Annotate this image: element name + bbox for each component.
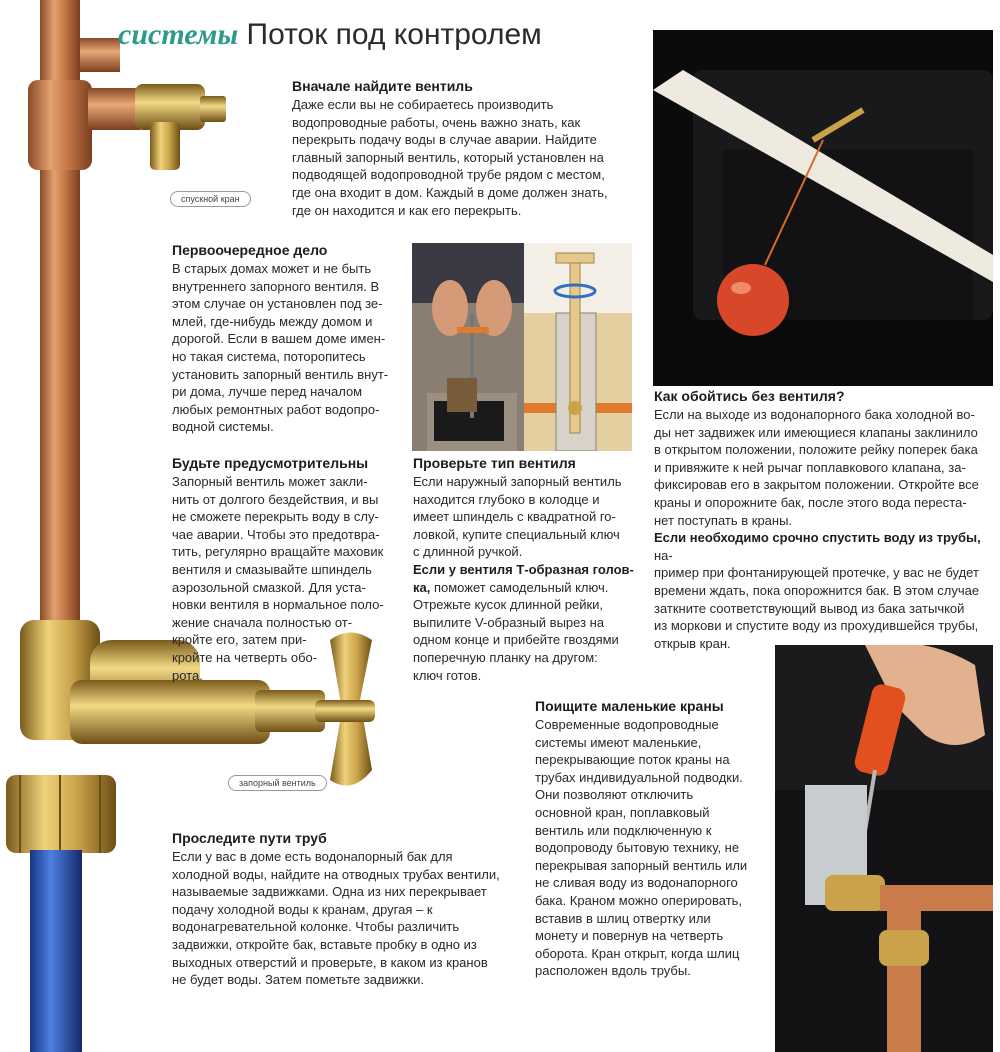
- line: Даже если вы не собираетесь производить: [292, 97, 554, 112]
- line: этом случае он установлен под зе-: [172, 296, 383, 312]
- page-header: [118, 18, 542, 52]
- line: и привяжите к ней рычаг поплавкового клапана, за-: [654, 459, 966, 475]
- line: водонагревательной колонке. Чтобы различить: [172, 919, 460, 935]
- line: вставив в шлиц отвертку или: [535, 910, 711, 926]
- line: аэрозольной смазкой. Для уста-: [172, 579, 366, 595]
- section-label: системы: [118, 18, 239, 51]
- key-photo: [412, 243, 524, 451]
- line: не сливая воду из водонапорного: [535, 875, 738, 891]
- line: вентиль или подключенную к: [535, 822, 712, 838]
- line: водной системы.: [172, 419, 274, 435]
- line: расположен вдоль трубы.: [535, 963, 691, 979]
- line-tail: поможет самодельный ключ.: [430, 579, 609, 595]
- block-no-valve: [654, 388, 994, 652]
- line: установить запорный вентиль внут-: [172, 366, 389, 382]
- line: главный запорный вентиль, который установлен на: [292, 149, 604, 165]
- block-careful: [172, 455, 404, 684]
- line: рота.: [172, 667, 203, 683]
- line: [413, 579, 641, 597]
- line: ключ готов.: [413, 667, 482, 683]
- line: Если у вас в доме есть водонапорный бак для: [172, 849, 453, 864]
- line: новки вентиля в нормальное поло-: [172, 597, 384, 613]
- line: времени ждать, пока опорожнится бак. В этом случае: [654, 582, 980, 598]
- screwdriver-photo: [775, 645, 993, 1052]
- line: [413, 561, 641, 579]
- line: открыв кран.: [654, 635, 731, 651]
- line: вентиля и смазывайте шпиндель: [172, 561, 372, 577]
- line: дорогой. Если в вашем доме имен-: [172, 331, 386, 347]
- block-title: Как обойтись без вентиля?: [654, 388, 845, 404]
- block-title: Проследите пути труб: [172, 830, 327, 846]
- line: системы имеют маленькие,: [535, 734, 702, 750]
- line: находится глубоко в колодце и: [413, 491, 600, 507]
- line: называемые задвижками. Одна из них перекрывает: [172, 884, 487, 900]
- drain-valve-caption: спускной кран: [170, 191, 251, 207]
- line: кройте на четверть обо-: [172, 649, 318, 665]
- line: монету и повернув на четверть: [535, 928, 724, 944]
- line: имеет шпиндель с квадратной го-: [413, 509, 616, 525]
- block-title: Поищите маленькие краны: [535, 698, 724, 714]
- block-title: Проверьте тип вентиля: [413, 455, 576, 471]
- line: где она входит в дом. Каждый в доме должен знать,: [292, 184, 608, 200]
- block-check-type: [413, 455, 641, 684]
- line: поперечную планку на другом:: [413, 649, 598, 665]
- line: внутреннего запорного вентиля. В: [172, 278, 380, 294]
- line: холодной воды, найдите на отводных трубах вентили,: [172, 866, 500, 882]
- line: нить от долгого бездействия, и вы: [172, 491, 379, 507]
- line: ловкой, купите специальный ключ: [413, 526, 620, 542]
- line: [654, 529, 994, 564]
- bold-lead: ка,: [413, 579, 431, 595]
- block-title: Первоочередное дело: [172, 242, 328, 258]
- line: Они позволяют отключить: [535, 787, 694, 803]
- block-title: Будьте предусмотрительны: [172, 455, 369, 471]
- bold-lead: Если необходимо срочно спустить воду из трубы,: [654, 530, 981, 546]
- line: Отрежьте кусок длинной рейки,: [413, 597, 604, 613]
- line: в открытом положении, положите рейку поперек бака: [654, 442, 978, 458]
- line: кройте его, затем при-: [172, 632, 307, 648]
- line: с длинной ручкой.: [413, 544, 523, 560]
- page-title: Поток под контролем: [246, 18, 542, 51]
- line-tail: на-: [654, 547, 673, 563]
- line: Запорный вентиль может закли-: [172, 474, 368, 489]
- line: основной кран, поплавковый: [535, 804, 710, 820]
- line: не будет воды. Затем пометьте задвижки.: [172, 972, 425, 988]
- block-priority: [172, 242, 404, 436]
- line: оборота. Кран открыт, когда шлиц: [535, 945, 740, 961]
- line: перекрывая запорный вентиль или: [535, 857, 748, 873]
- line: водопроводные работы, очень важно знать, как: [292, 114, 581, 130]
- line: ри дома, лучше перед началом: [172, 384, 363, 400]
- line: млей, где-нибудь между домом и: [172, 313, 373, 329]
- line: подачу холодной воды к кранам, другая – к: [172, 901, 433, 917]
- block-small-taps: [535, 698, 775, 980]
- line: любых ремонтных работ водопро-: [172, 401, 380, 417]
- diagram: [524, 243, 632, 451]
- line: выходных отверстий и проверьте, в каком из кранов: [172, 954, 488, 970]
- line: одном конце и прибейте гвоздями: [413, 632, 619, 648]
- line: фиксировав его в закрытом положении. Откройте все: [654, 477, 979, 493]
- line: перекрыть подачу воды в случае аварии. Найдите: [292, 132, 597, 148]
- line: где он находится и как его перекрыть.: [292, 202, 522, 218]
- block-title: Вначале найдите вентиль: [292, 78, 473, 94]
- line: пример при фонтанирующей протечке, у вас не будет: [654, 565, 979, 581]
- line: водопроводу бытовую технику, не: [535, 840, 740, 856]
- line: выпилите V-образный вырез на: [413, 614, 605, 630]
- line: Современные водопроводные: [535, 717, 719, 732]
- line: заткните соответствующий вывод из бака затычкой: [654, 600, 965, 616]
- line: подводящей водопроводной трубе рядом с местом,: [292, 167, 605, 183]
- line: чае аварии. Чтобы это предотвра-: [172, 526, 380, 542]
- line: Если наружный запорный вентиль: [413, 474, 622, 489]
- line: ды нет задвижек или имеющиеся клапаны заклинило: [654, 424, 978, 440]
- bold-lead: Если у вентиля Т-образная голов-: [413, 561, 634, 577]
- line: бака. Краном можно оперировать,: [535, 892, 743, 908]
- block-find-valve: [292, 78, 632, 219]
- line: тить, регулярно вращайте маховик: [172, 544, 384, 560]
- line: задвижки, откройте бак, вставьте пробку в одно из: [172, 936, 477, 952]
- block-trace-pipes: [172, 830, 532, 989]
- line: краны и опорожните бак, после этого вода переста-: [654, 494, 967, 510]
- stop-valve-caption: запорный вентиль: [228, 775, 327, 791]
- line: не сможете перекрыть воду в слу-: [172, 509, 379, 525]
- line: нет поступать в краны.: [654, 512, 793, 528]
- line: трубах индивидуальной подводки.: [535, 769, 743, 785]
- line: В старых домах может и не быть: [172, 261, 372, 276]
- line: из моркови и спустите воду из прохудившейся трубы,: [654, 618, 979, 634]
- line: жение сначала полностью от-: [172, 614, 353, 630]
- line: перекрывающие поток краны на: [535, 752, 730, 768]
- line: но такая система, поторопитесь: [172, 348, 366, 364]
- line: Если на выходе из водонапорного бака холодной во-: [654, 407, 975, 422]
- tank-photo: [653, 30, 993, 386]
